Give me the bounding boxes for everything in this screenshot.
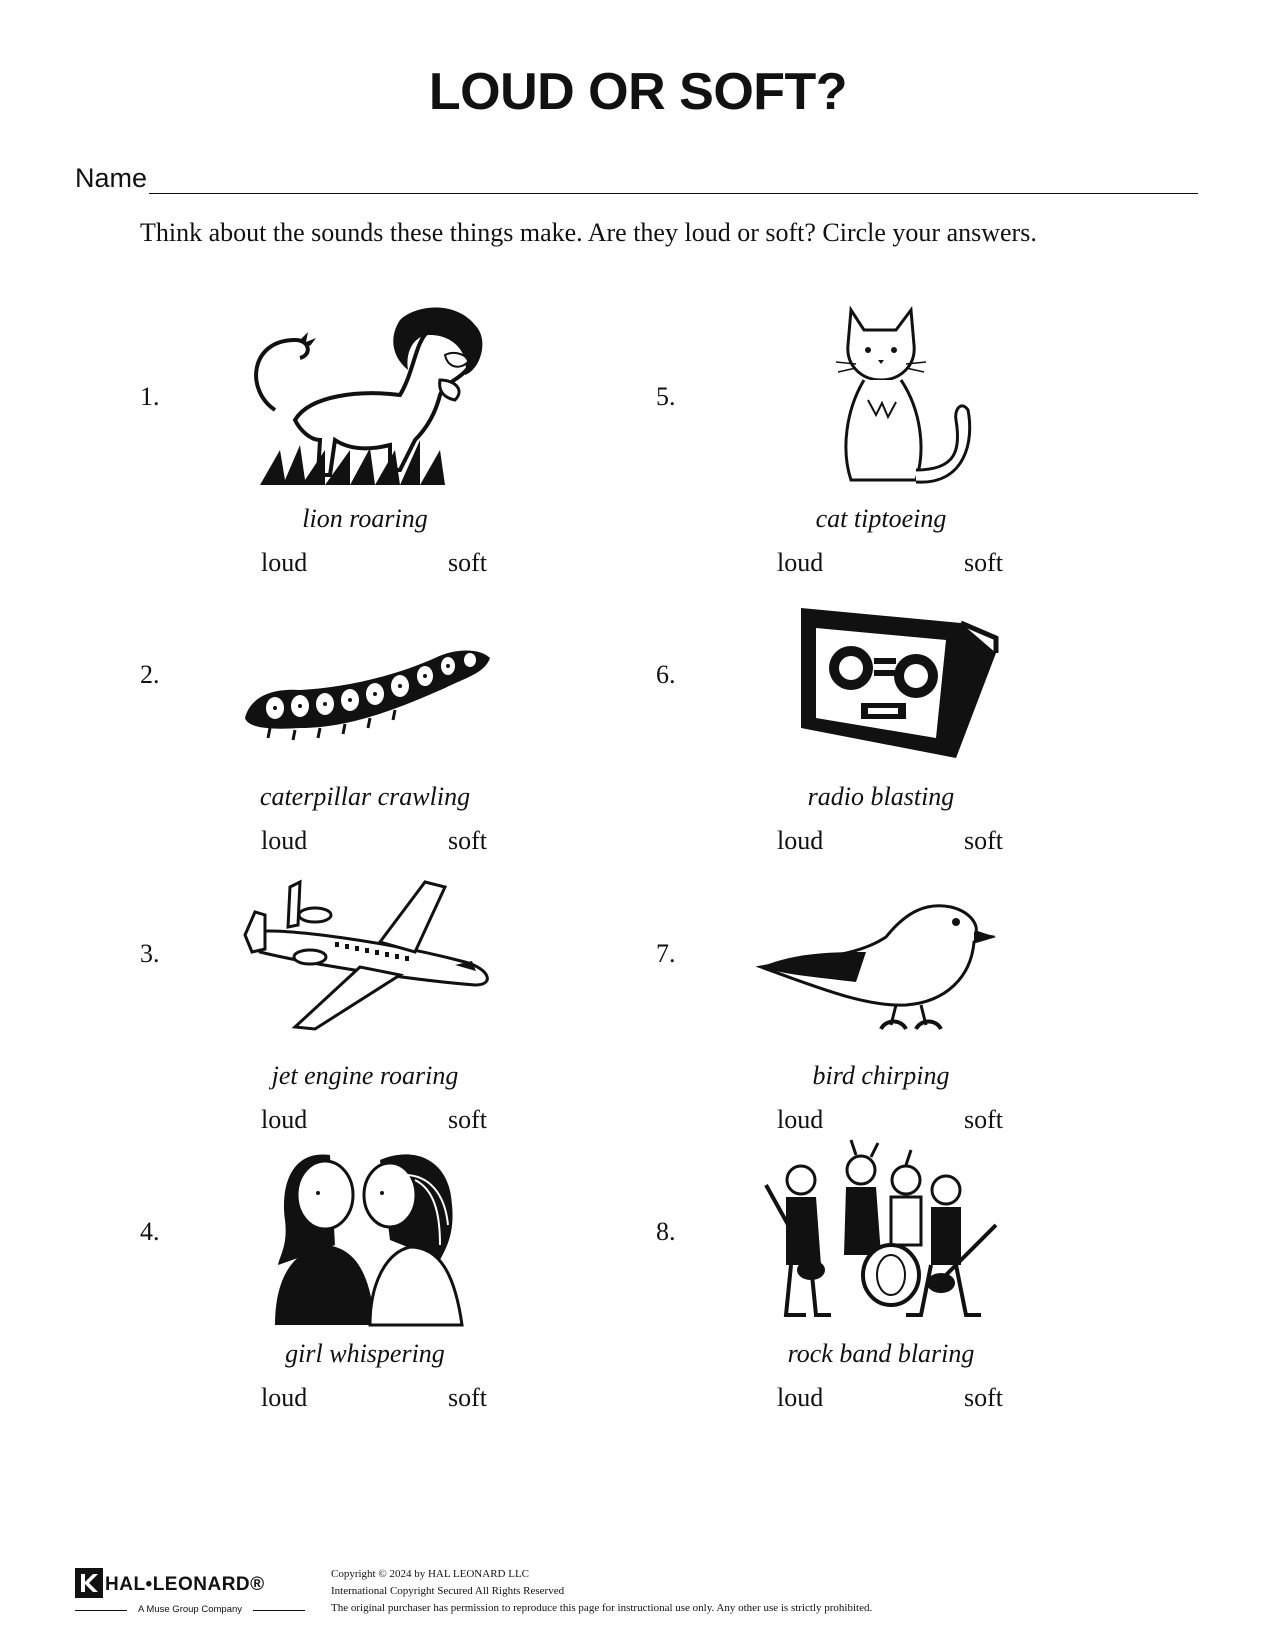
- question-item-2: [140, 578, 660, 858]
- soft-option[interactable]: soft: [448, 826, 487, 855]
- item-number: 1.: [140, 382, 160, 411]
- loud-option[interactable]: loud: [261, 1105, 308, 1134]
- rock-band-icon: [756, 1135, 1006, 1335]
- item-number: 5.: [656, 382, 676, 411]
- item-number: 2.: [140, 660, 160, 689]
- loud-option[interactable]: loud: [777, 1383, 824, 1412]
- item-number: 8.: [656, 1217, 676, 1246]
- copyright-line: The original purchaser has permission to reproduce this page for instructional use only. Any other use is strictly prohibited.: [331, 1602, 873, 1614]
- soft-option[interactable]: soft: [448, 1383, 487, 1412]
- soft-option[interactable]: soft: [964, 548, 1003, 577]
- item-number: 7.: [656, 939, 676, 968]
- name-field-row: [75, 158, 1198, 194]
- publisher-logo: [75, 1568, 305, 1618]
- item-caption: bird chirping: [812, 1061, 950, 1090]
- loud-option[interactable]: loud: [261, 1383, 308, 1412]
- item-number: 4.: [140, 1217, 160, 1246]
- item-number: 3.: [140, 939, 160, 968]
- item-caption: rock band blaring: [787, 1339, 975, 1368]
- loud-option[interactable]: loud: [261, 548, 308, 577]
- page-title: LOUD OR SOFT?: [428, 63, 848, 121]
- copyright-notice: [331, 1566, 872, 1617]
- caterpillar-icon: [240, 578, 490, 778]
- loud-option[interactable]: loud: [261, 826, 308, 855]
- logo-rule-right: [253, 1610, 305, 1611]
- soft-option[interactable]: soft: [964, 1383, 1003, 1412]
- item-number: 6.: [656, 660, 676, 689]
- logo-wordmark: HAL•LEONARD®: [105, 1574, 265, 1595]
- question-item-6: [656, 578, 1176, 858]
- soft-option[interactable]: soft: [964, 826, 1003, 855]
- logo-tagline: A Muse Group Company: [137, 1604, 243, 1615]
- item-caption: cat tiptoeing: [815, 504, 947, 533]
- bird-icon: [756, 857, 1006, 1057]
- loud-option[interactable]: loud: [777, 826, 824, 855]
- item-caption: lion roaring: [302, 504, 428, 533]
- jet-icon: [240, 857, 490, 1057]
- name-field[interactable]: [149, 163, 1198, 194]
- question-item-5: [656, 300, 1176, 580]
- question-item-1: [140, 300, 660, 580]
- question-item-7: [656, 857, 1176, 1137]
- soft-option[interactable]: soft: [448, 1105, 487, 1134]
- copyright-line: International Copyright Secured All Rights Reserved: [331, 1585, 565, 1597]
- loud-option[interactable]: loud: [777, 548, 824, 577]
- item-caption: girl whispering: [285, 1339, 445, 1368]
- item-caption: radio blasting: [807, 782, 955, 811]
- instructions: Think about the sounds these things make. Are they loud or soft? Circle your answers.: [140, 218, 1037, 247]
- question-item-8: [656, 1135, 1176, 1415]
- loud-option[interactable]: loud: [777, 1105, 824, 1134]
- name-label: Name: [75, 163, 148, 193]
- item-caption: caterpillar crawling: [259, 782, 471, 811]
- lion-icon: [240, 300, 490, 500]
- soft-option[interactable]: soft: [448, 548, 487, 577]
- hal-leonard-logo-icon: [75, 1568, 103, 1598]
- question-item-3: [140, 857, 660, 1137]
- copyright-line: Copyright © 2024 by HAL LEONARD LLC: [331, 1568, 529, 1580]
- item-caption: jet engine roaring: [271, 1061, 459, 1090]
- radio-icon: [756, 578, 1006, 778]
- girls-whispering-icon: [240, 1135, 490, 1335]
- soft-option[interactable]: soft: [964, 1105, 1003, 1134]
- cat-icon: [756, 300, 1006, 500]
- question-item-4: [140, 1135, 660, 1415]
